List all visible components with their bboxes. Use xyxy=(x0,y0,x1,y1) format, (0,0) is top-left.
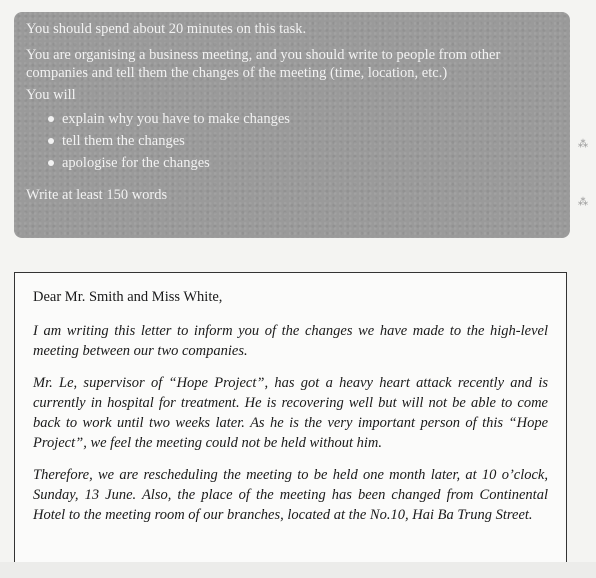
sample-letter-box xyxy=(14,272,567,562)
task-time-instruction: You should spend about 20 minutes on this task. xyxy=(26,21,307,37)
page-bottom-edge xyxy=(0,562,596,578)
task-bullet-item: apologise for the changes xyxy=(48,154,558,172)
task-you-will-label: You will xyxy=(26,87,76,103)
task-prompt-box xyxy=(14,12,570,238)
letter-paragraph: I am writing this letter to inform you of the changes we have made to the high-level meeting between our two companies. xyxy=(33,323,548,359)
task-bullet-item: explain why you have to make changes xyxy=(48,110,558,128)
task-bullet-item: tell them the changes xyxy=(48,132,558,150)
letter-paragraph: Mr. Le, supervisor of “Hope Project”, has got a heavy heart attack recently and is currently in hospital for treatment. He is recovering well but will not be able to come back to work until two weeks later. As he is the very important person of this “Hope Project”, we feel the meeting could not be held without him. xyxy=(33,375,548,451)
scan-margin-mark: ⁂ xyxy=(578,139,588,150)
task-word-count: Write at least 150 words xyxy=(26,187,168,203)
letter-paragraph: Therefore, we are rescheduling the meeting to be held one month later, at 10 o’clock, Sunday, 13 June. Also, the place of the meeting has been changed from Continental Hotel to the meeting room of our branches, located at the No.10, Hai Ba Trung Street. xyxy=(33,467,548,523)
scan-margin-mark: ⁂ xyxy=(578,197,588,208)
task-description: You are organising a business meeting, and you should write to people from other companies and tell them the changes of the meeting (time, location, etc.) xyxy=(26,47,501,81)
letter-salutation: Dear Mr. Smith and Miss White, xyxy=(33,289,223,305)
task-bullet-list xyxy=(26,110,558,172)
